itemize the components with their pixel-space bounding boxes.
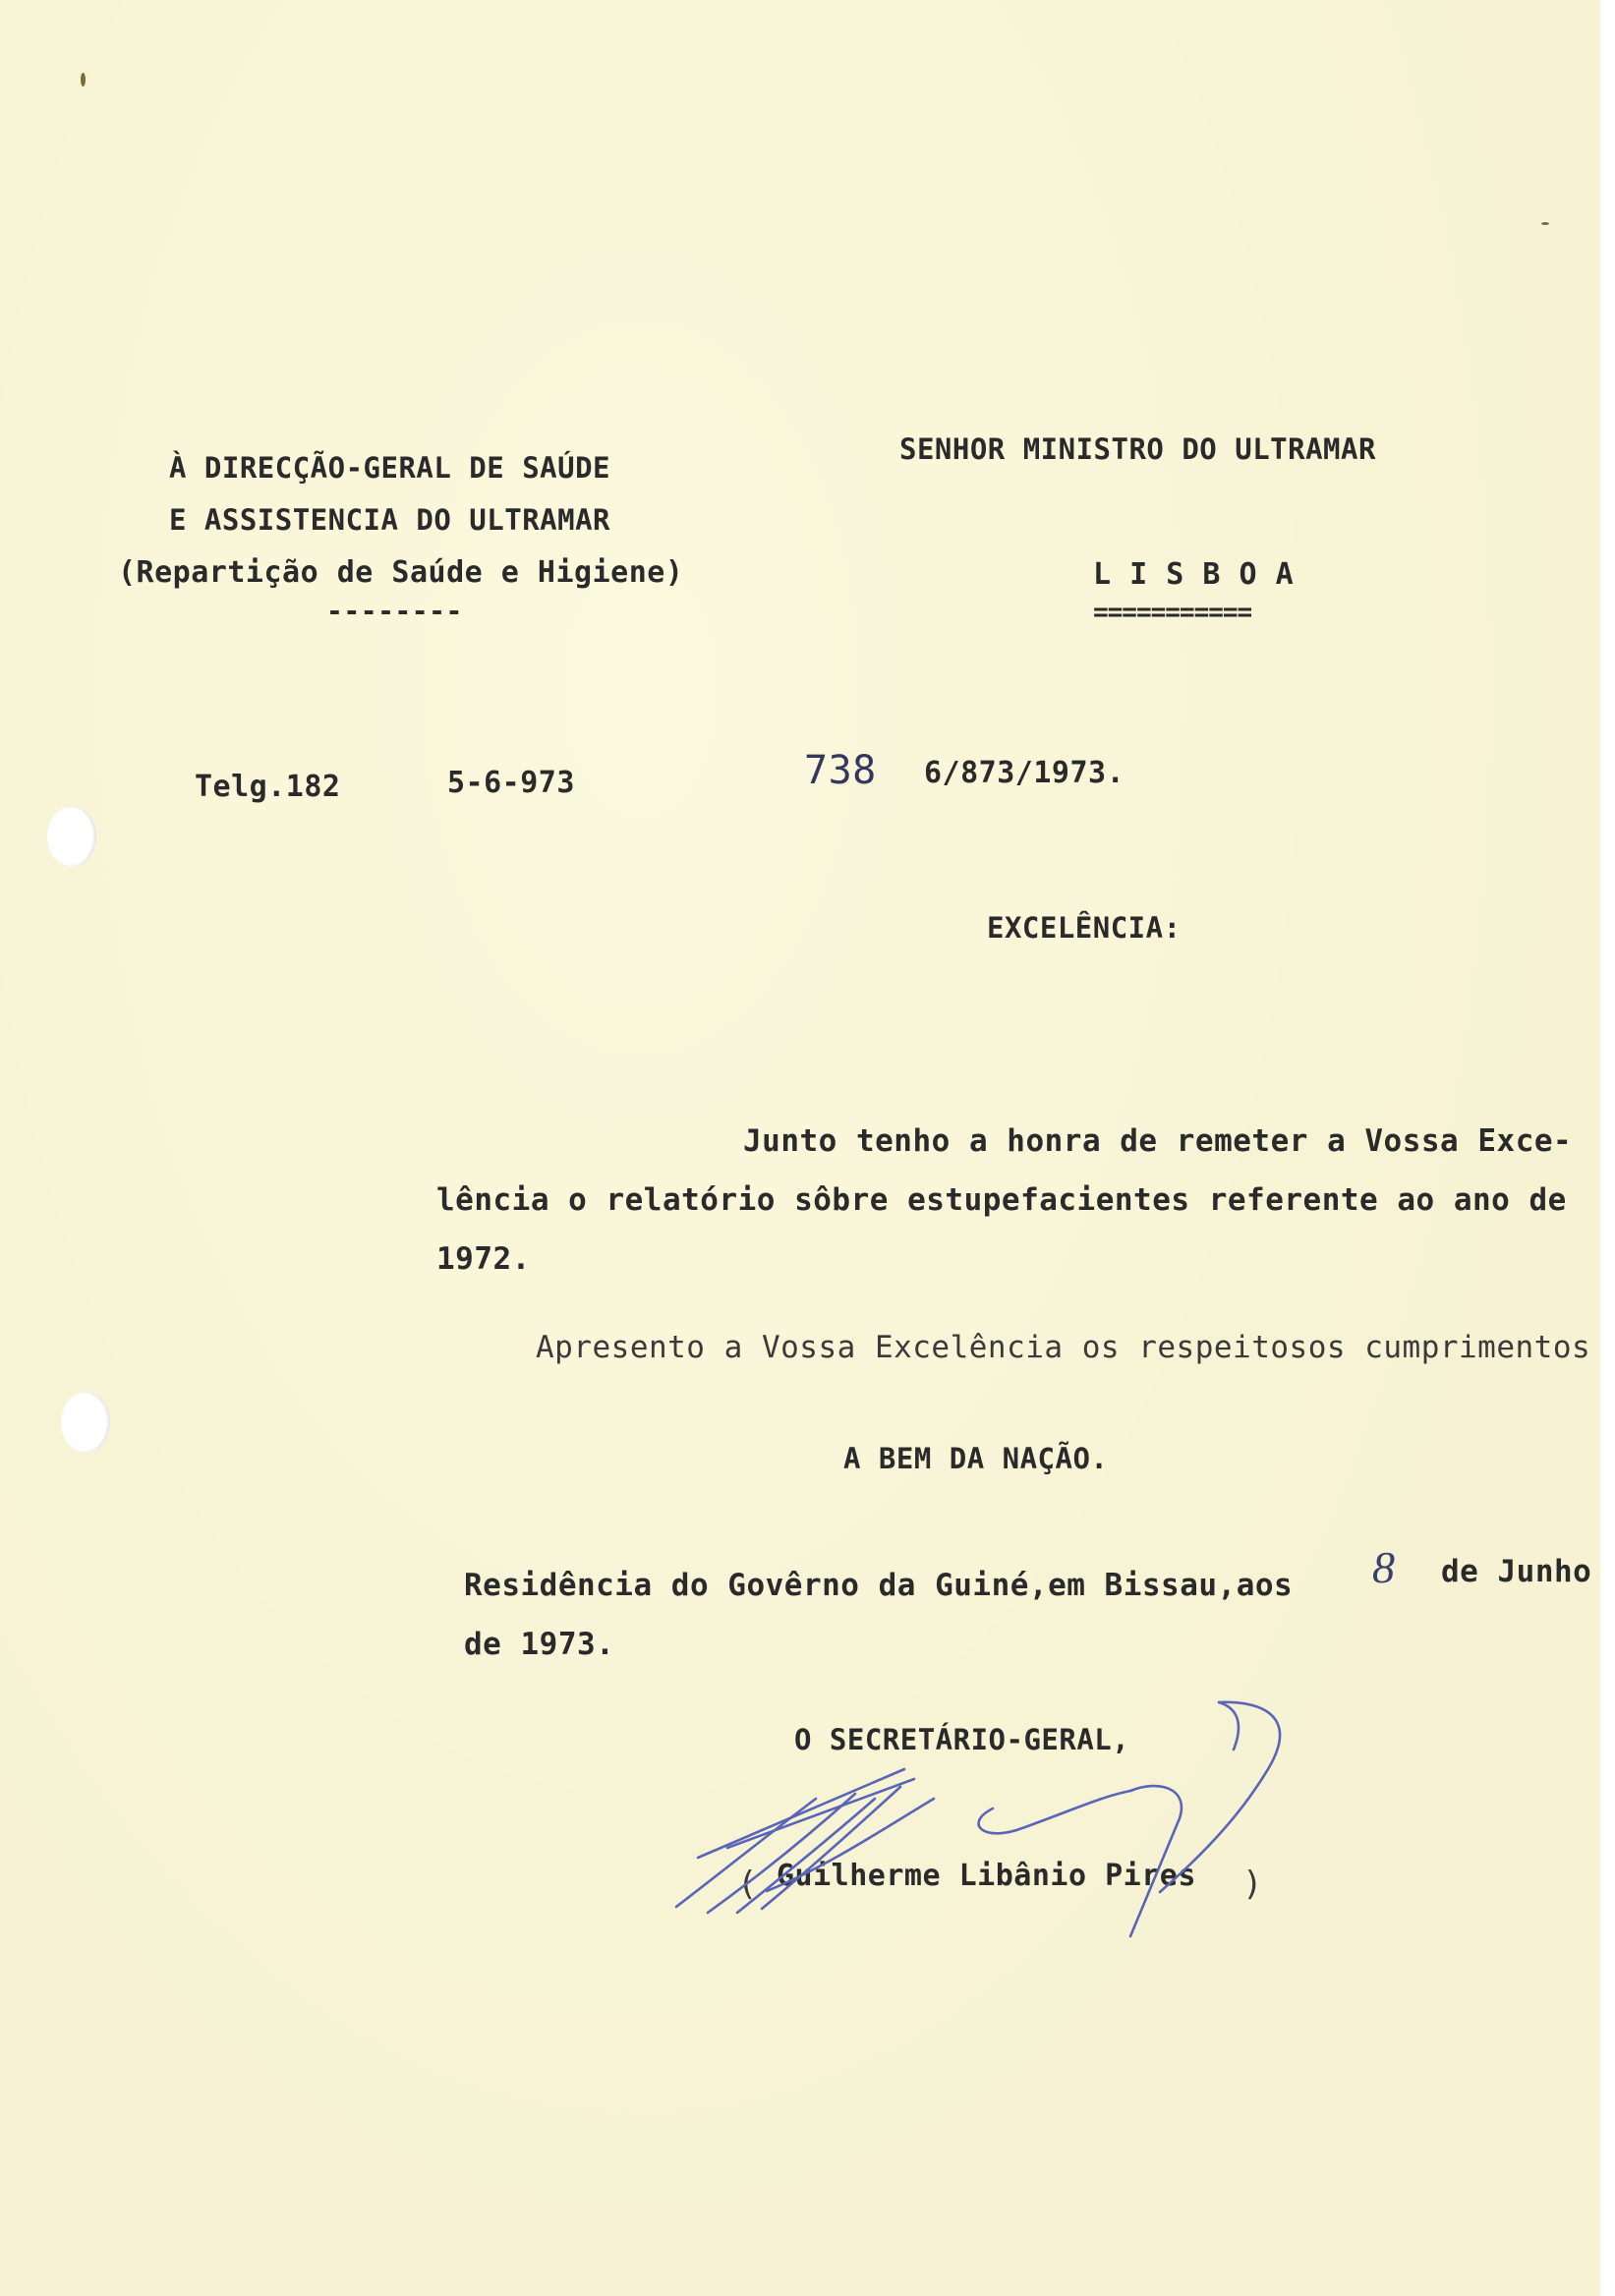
body-paragraph-1-line-1: Junto tenho a honra de remeter a Vossa Exce-	[743, 1123, 1573, 1159]
signatory-name-close-paren: )	[1242, 1865, 1263, 1904]
salutation: EXCELÊNCIA:	[987, 911, 1182, 945]
addressee-line-3: (Repartição de Saúde e Higiene)	[118, 555, 684, 590]
signatory-name-open-paren: (	[737, 1865, 758, 1904]
handwritten-day: 8	[1372, 1542, 1395, 1592]
punch-hole-top	[47, 806, 96, 867]
paper-speck	[81, 73, 86, 86]
signatory-name: Guilherme Libânio Pires	[777, 1859, 1196, 1893]
body-paragraph-2: Apresento a Vossa Excelência os respeitosos cumprimentos	[536, 1330, 1591, 1365]
recipient-city: L I S B O A	[1093, 557, 1295, 592]
punch-hole-bottom	[61, 1392, 110, 1453]
body-paragraph-1-line-2: lência o relatório sôbre estupefacientes referente ao ano de	[436, 1182, 1567, 1218]
reference-number: 6/873/1973.	[924, 756, 1125, 790]
addressee-line-1: À DIRECÇÃO-GERAL DE SAÚDE	[169, 451, 610, 485]
recipient-title: SENHOR MINISTRO DO ULTRAMAR	[899, 432, 1376, 466]
reference-date: 5-6-973	[447, 766, 575, 800]
place-date-line-2: de 1973.	[464, 1627, 615, 1662]
place-date-line-1: Residência do Govêrno da Guiné,em Bissau,aos	[464, 1568, 1294, 1603]
closing-formula: A BEM DA NAÇÃO.	[843, 1442, 1109, 1475]
body-paragraph-1-line-3: 1972.	[436, 1241, 531, 1277]
handwritten-reference-number: 738	[804, 748, 877, 793]
handwritten-signature	[668, 1681, 1298, 1946]
scan-edge	[1600, 0, 1615, 2296]
addressee-line-2: E ASSISTENCIA DO ULTRAMAR	[169, 503, 610, 537]
recipient-city-underline: ===========	[1093, 598, 1252, 627]
paper-speck	[1541, 222, 1549, 225]
place-date-month: de Junho	[1441, 1554, 1592, 1589]
addressee-underline: --------	[326, 595, 463, 627]
telegram-reference: Telg.182	[195, 770, 341, 804]
signatory-title: O SECRETÁRIO-GERAL,	[794, 1723, 1130, 1756]
